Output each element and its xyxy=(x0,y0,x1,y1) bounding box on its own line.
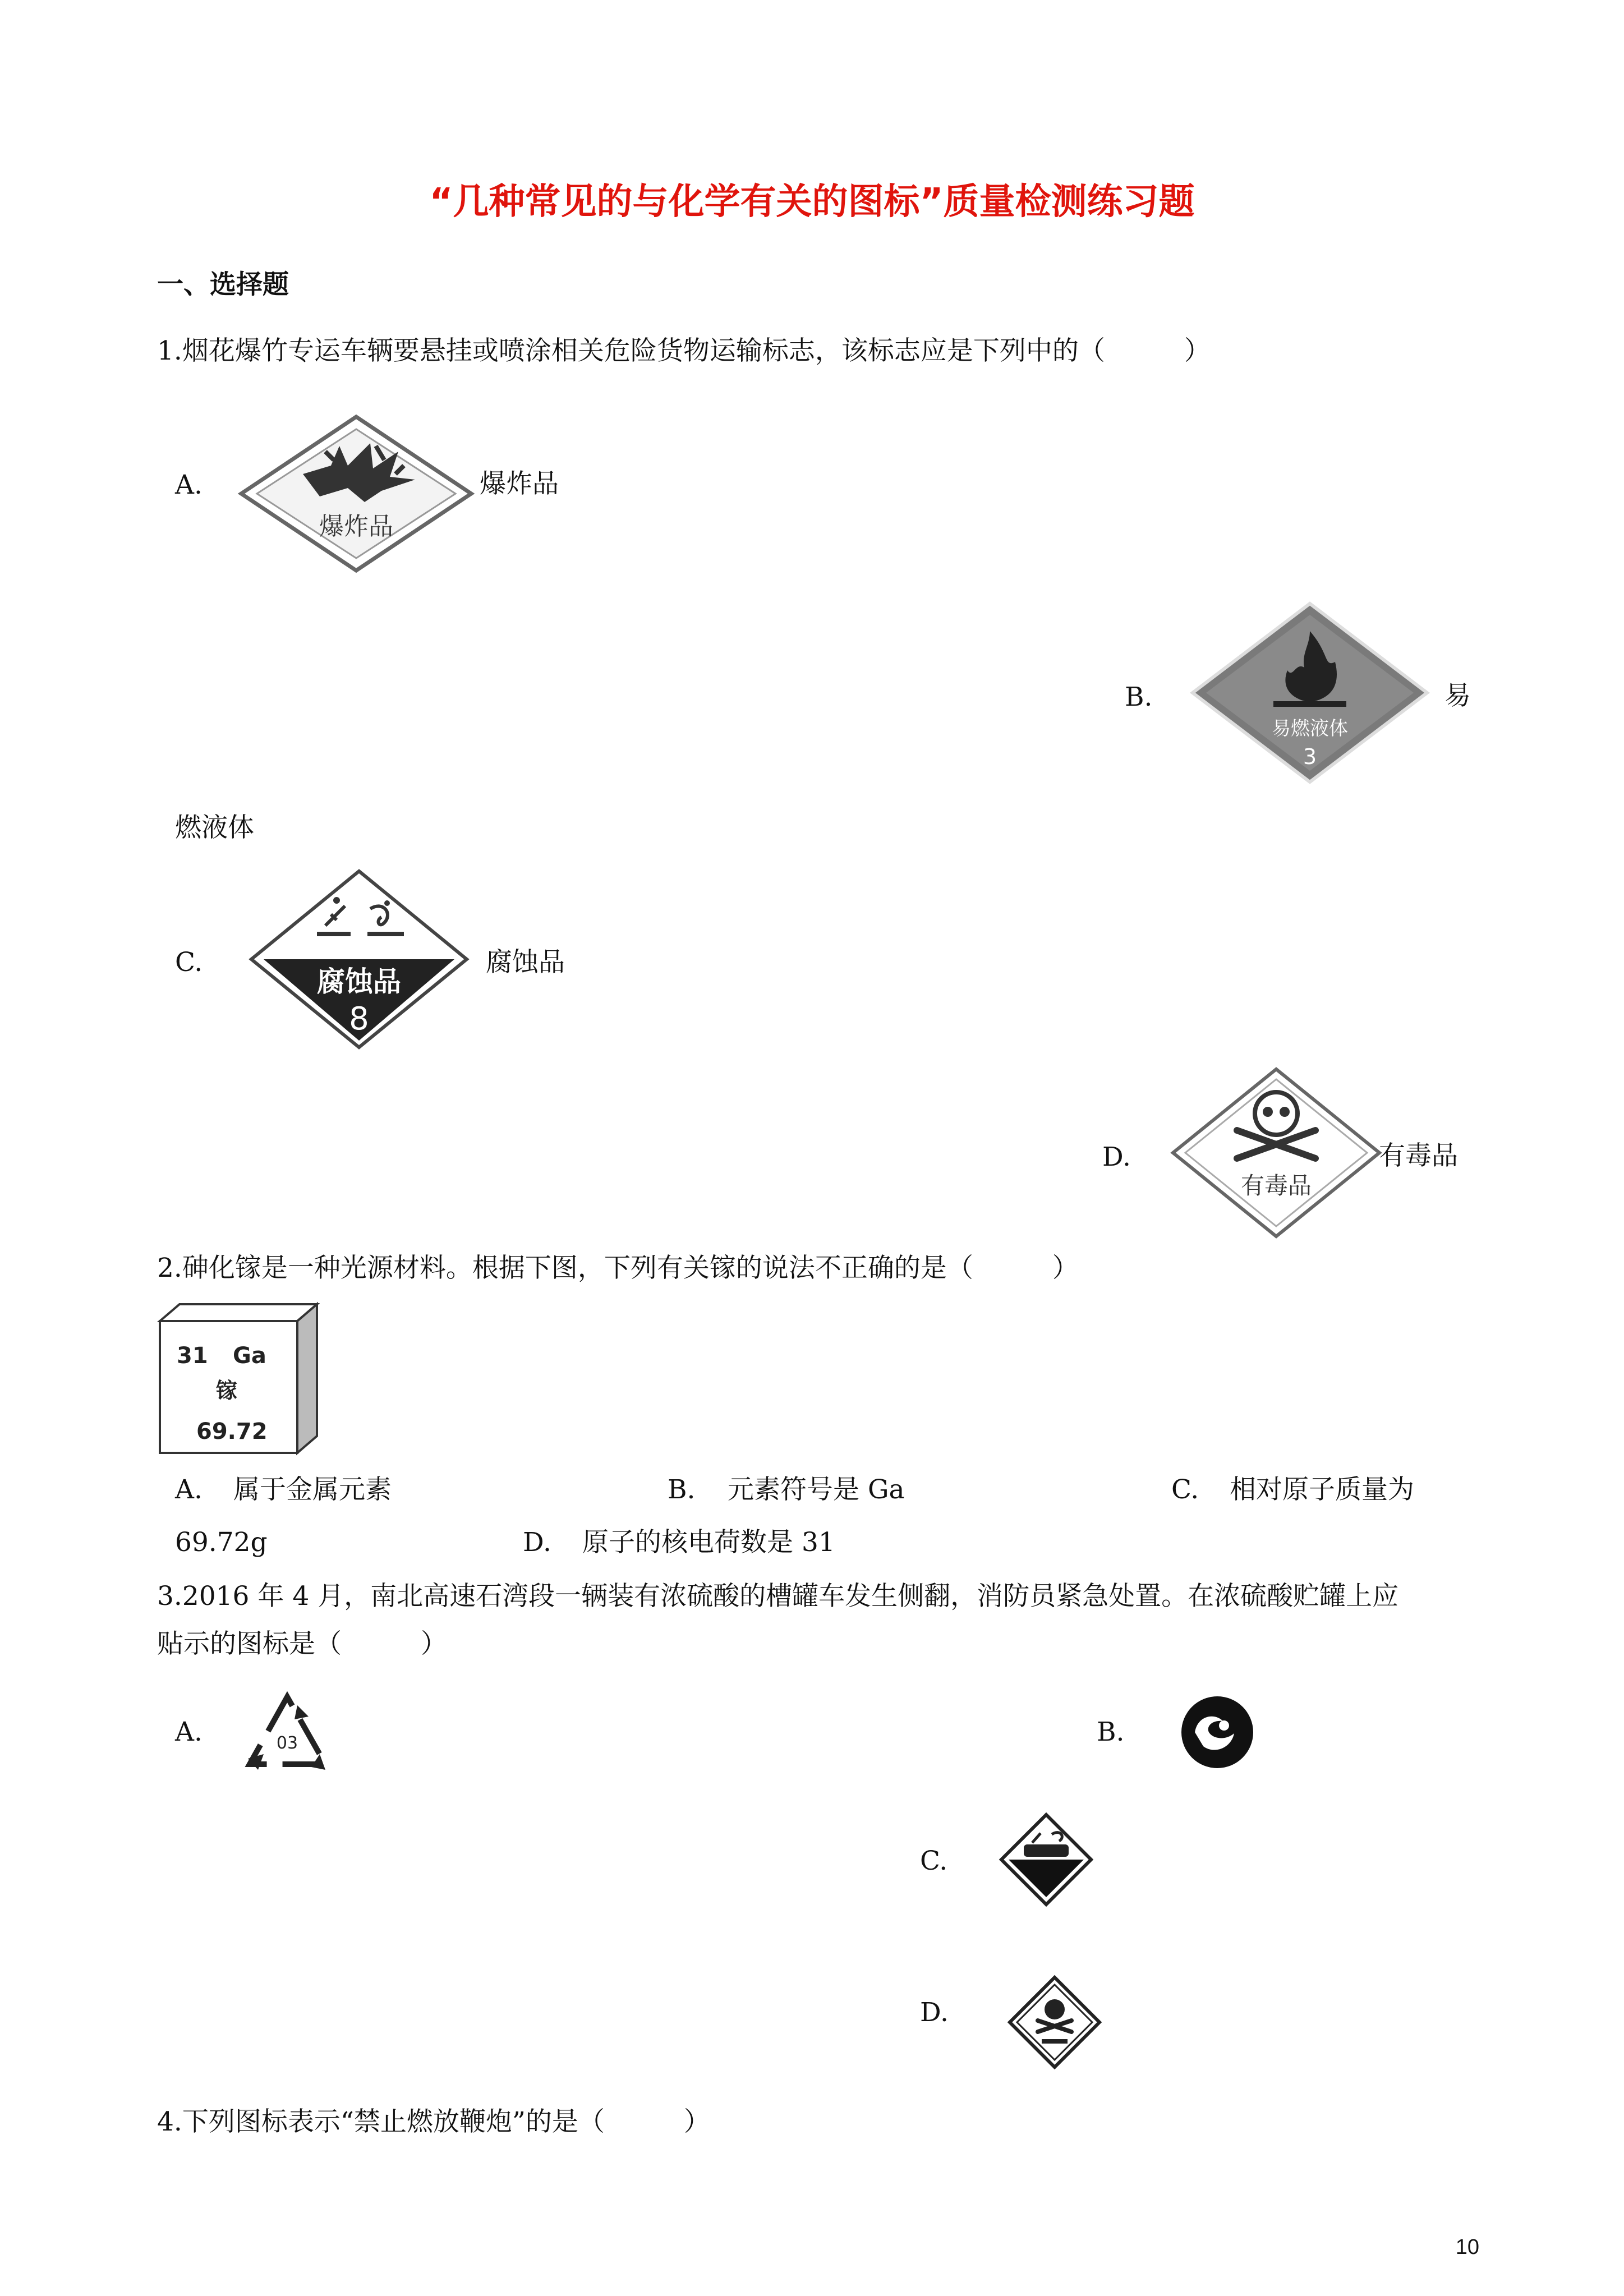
corrosive-small-sign-icon[interactable] xyxy=(999,1812,1094,1907)
element-mass: 69.72 xyxy=(196,1419,268,1444)
q3-option-d-letter[interactable]: D. xyxy=(920,1997,949,2028)
page-number: 10 xyxy=(1455,2235,1479,2259)
toxic-sign-text: 有毒品 xyxy=(1240,1172,1312,1199)
q3-option-c-letter[interactable]: C. xyxy=(920,1846,948,1876)
question-3-stem-line1: 3.2016 年 4 月，南北高速石湾段一辆装有浓硫酸的槽罐车发生侧翻，消防员紧急处置。在浓硫酸贮罐上应 xyxy=(157,1581,1399,1612)
recycle-code: 03 xyxy=(276,1733,298,1753)
gallium-element-card xyxy=(157,1301,320,1458)
q2-option-c-text-cont: 69.72g xyxy=(175,1527,268,1558)
element-number: 31 xyxy=(177,1343,208,1369)
q2-option-b-letter[interactable]: B. xyxy=(668,1474,696,1505)
corrosive-sign-icon[interactable] xyxy=(247,867,471,1052)
toxic-small-sign-icon[interactable] xyxy=(1007,1975,1102,2070)
q1-option-d-label: 有毒品 xyxy=(1379,1140,1458,1171)
element-symbol: Ga xyxy=(233,1343,266,1369)
question-3-stem-line2: 贴示的图标是（ ） xyxy=(157,1628,447,1659)
q3-option-b-letter[interactable]: B. xyxy=(1097,1717,1125,1747)
flammable-sign-number: 3 xyxy=(1303,744,1317,769)
q3-option-a-letter[interactable]: A. xyxy=(175,1717,203,1747)
question-1-stem: 1.烟花爆竹专运车辆要悬挂或喷涂相关危险货物运输标志，该标志应是下列中的（ ） xyxy=(157,335,1211,366)
explosive-sign-text: 爆炸品 xyxy=(319,512,393,541)
q1-option-d-letter[interactable]: D. xyxy=(1102,1142,1131,1172)
corrosive-sign-text: 腐蚀品 xyxy=(317,965,401,998)
page-title: “几种常见的与化学有关的图标”质量检测练习题 xyxy=(429,181,1195,223)
question-4-stem: 4.下列图标表示“禁止燃放鞭炮”的是（ ） xyxy=(157,2106,710,2137)
swirl-circle-icon[interactable] xyxy=(1178,1693,1257,1772)
recycle-icon[interactable] xyxy=(241,1691,334,1781)
element-name: 镓 xyxy=(216,1378,238,1403)
q2-option-c-text: 相对原子质量为 xyxy=(1230,1474,1414,1505)
explosive-sign-icon[interactable] xyxy=(236,412,477,575)
q2-option-c-letter[interactable]: C. xyxy=(1171,1474,1199,1505)
flammable-sign-text: 易燃液体 xyxy=(1272,717,1348,740)
q2-option-d-text: 原子的核电荷数是 31 xyxy=(582,1527,835,1558)
question-2-stem: 2.砷化镓是一种光源材料。根据下图，下列有关镓的说法不正确的是（ ） xyxy=(157,1253,1079,1283)
q1-option-b-label-part1: 易 xyxy=(1444,680,1471,711)
q2-option-b-text: 元素符号是 Ga xyxy=(728,1474,905,1505)
q2-option-a-text: 属于金属元素 xyxy=(233,1474,392,1505)
q1-option-b-letter[interactable]: B. xyxy=(1125,682,1153,712)
section-heading: 一、选择题 xyxy=(157,269,289,300)
q1-option-c-letter[interactable]: C. xyxy=(175,947,203,978)
flammable-liquid-sign-icon[interactable] xyxy=(1189,600,1430,785)
q2-option-a-letter[interactable]: A. xyxy=(175,1474,203,1505)
q2-option-d-letter[interactable]: D. xyxy=(523,1527,551,1558)
q1-option-a-letter[interactable]: A. xyxy=(175,470,203,500)
corrosive-sign-number: 8 xyxy=(349,1001,369,1037)
q1-option-c-label: 腐蚀品 xyxy=(486,947,565,978)
q1-option-b-label-part2: 燃液体 xyxy=(175,812,254,843)
toxic-sign-icon[interactable] xyxy=(1170,1066,1383,1240)
q1-option-a-label: 爆炸品 xyxy=(480,468,559,499)
